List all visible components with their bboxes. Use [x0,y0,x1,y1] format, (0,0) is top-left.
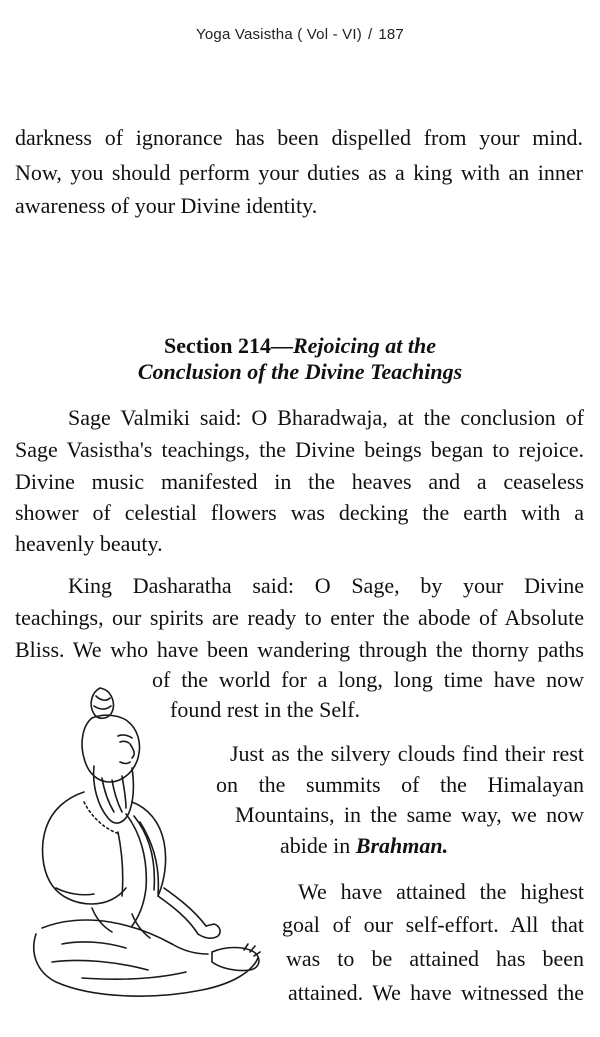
para1-line-4: shower of celestial flowers was decking the earth with a [15,500,584,525]
para3-line-1: Just as the silvery clouds find their rest [230,741,584,766]
para2-line-4: of the world for a long, long time have now [152,667,584,692]
para4-line-3: was to be attained has been [286,946,584,971]
section-heading-line-1 [0,333,600,359]
section-heading-line-2 [0,359,600,385]
section-title-part-2: Conclusion of the Divine Teachings [137,359,463,384]
para1-line-5: heavenly beauty. [15,531,163,556]
para1-line-2: Sage Vasistha's teachings, the Divine beings began to rejoice. [15,437,584,462]
intro-line-2: Now, you should perform your duties as a king with an inner [15,160,583,185]
para1-line-1: Sage Valmiki said: O Bharadwaja, at the conclusion of [68,405,584,430]
intro-line-3: awareness of your Divine identity. [15,193,318,218]
para1-line-3: Divine music manifested in the heaves and a ceaseless [15,469,584,494]
header-separator: / [367,26,373,43]
para4-line-2: goal of our self-effort. All that [282,912,584,937]
para4-line-4: attained. We have witnessed the [288,980,584,1005]
running-header [0,26,600,43]
intro-line-1: darkness of ignorance has been dispelled from your mind. [15,125,583,150]
section-label: Section 214— [164,333,293,358]
page-number: 187 [378,26,404,43]
para2-line-3: Bliss. We who have been wandering through the thorny paths [15,637,584,662]
para4-line-1: We have attained the highest [298,879,584,904]
book-title: Yoga Vasistha ( Vol - VI) [196,26,362,43]
para3-line-2: on the summits of the Himalayan [216,772,584,797]
para3-line-3: Mountains, in the same way, we now [235,802,584,827]
sage-illustration [22,682,282,1002]
para2-line-5: found rest in the Self. [170,697,361,722]
para3-line-4-text: abide in [280,833,356,858]
section-title-part-1: Rejoicing at the [292,333,436,358]
para3-line-4 [280,833,448,859]
para2-line-1: King Dasharatha said: O Sage, by your Divine [68,573,584,598]
para2-line-2: teachings, our spirits are ready to enter the abode of Absolute [15,605,584,630]
brahman-term: Brahman. [355,833,449,858]
